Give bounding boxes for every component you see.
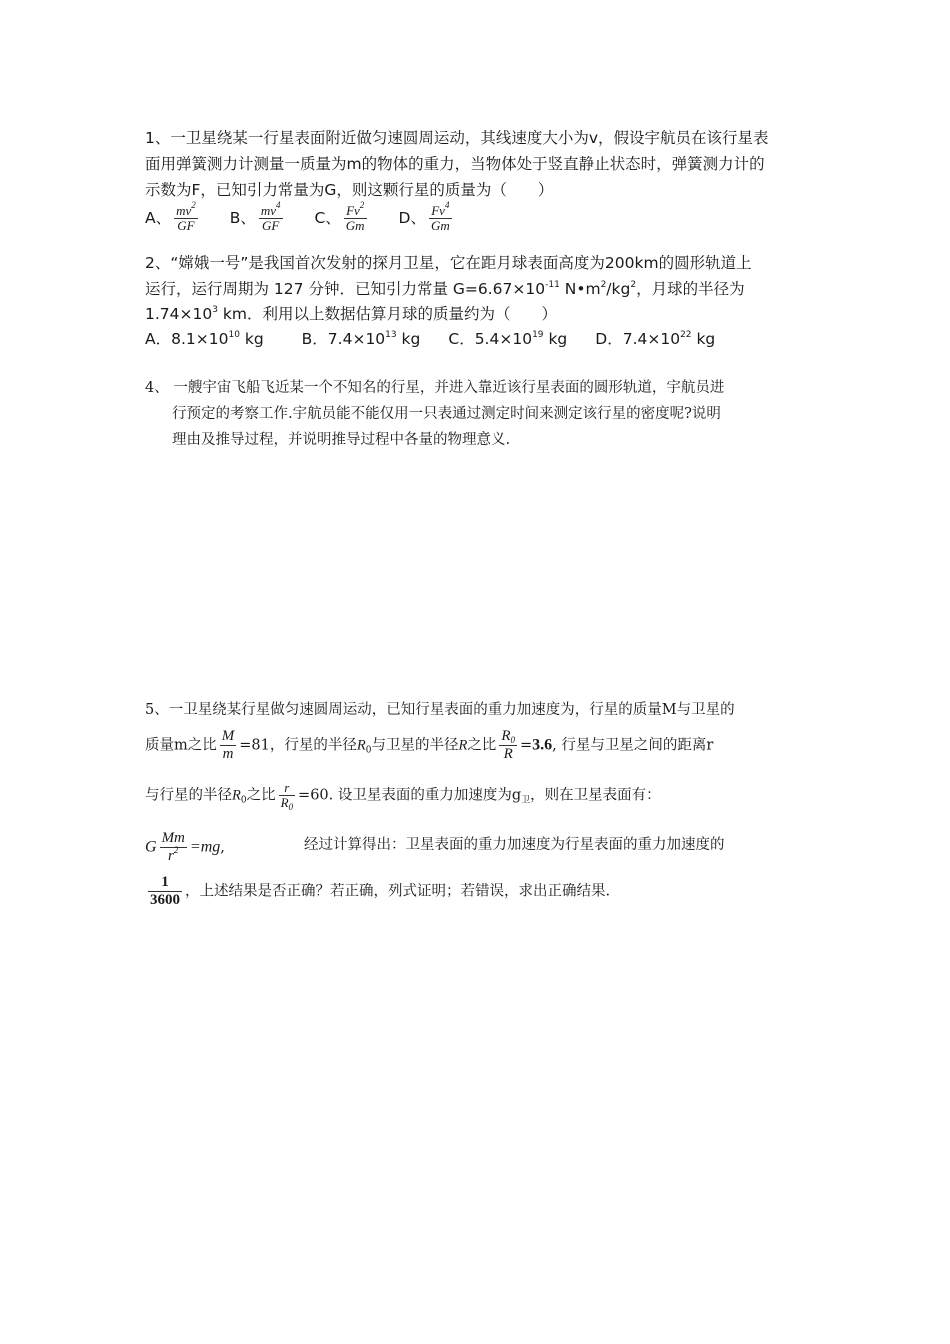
q2-line-2 — [145, 279, 745, 299]
exponent: 3 — [212, 305, 218, 315]
option-label: B、 — [229, 209, 256, 227]
option-fraction — [174, 200, 198, 233]
subscript: 卫 — [521, 795, 531, 806]
denominator: R — [280, 795, 289, 810]
q1-options — [145, 200, 479, 233]
option-fraction — [259, 200, 283, 233]
option-fraction — [429, 200, 452, 233]
satellite-radius-symbol: R — [458, 737, 468, 754]
q5-line-1: 5、一卫星绕某行星做匀速圆周运动，已知行星表面的重力加速度为，行星的质量M与卫星的 — [145, 702, 735, 718]
result-fraction — [148, 874, 182, 909]
choice-unit: kg — [543, 330, 568, 348]
q4-line-2: 行预定的考察工作.宇航员能不能仅用一只表通过测定时间来测定该行星的密度呢?说明 — [172, 406, 721, 422]
q5-text: 之比 — [246, 787, 276, 804]
exponent: 10 — [228, 330, 240, 340]
subscript: 0 — [288, 802, 294, 812]
denominator: r — [168, 848, 174, 864]
exponent: -11 — [545, 280, 560, 290]
q5-line-5 — [145, 874, 610, 909]
q1-option-c — [314, 200, 369, 233]
choice-unit: kg — [396, 330, 421, 348]
q2-text-e: 1.74×10 — [145, 305, 213, 323]
exponent: 2 — [600, 280, 607, 290]
q2-choice-d — [595, 329, 715, 349]
exponent: 2 — [173, 845, 179, 855]
denominator: GF — [177, 218, 195, 233]
exponent: 13 — [385, 330, 397, 340]
subscript: 0 — [365, 745, 372, 756]
q4-line-1: 4、 一艘宇宙飞船飞近某一个不知名的行星，并进入靠近该行星表面的圆形轨道，宇航员进 — [145, 380, 725, 396]
q2-text-b: N•m — [559, 280, 601, 298]
q2-choice-b — [302, 329, 421, 349]
q2-text-a: 运行，运行周期为 127 分钟．已知引力常量 G=6.67×10 — [145, 280, 546, 298]
planet-radius-symbol: R — [356, 737, 366, 754]
numerator: r — [279, 781, 295, 796]
radius-ratio-fraction — [499, 728, 517, 763]
option-label: D、 — [398, 209, 426, 227]
numerator: Fv — [346, 203, 360, 218]
numerator: Mm — [161, 830, 185, 846]
mass-ratio-fraction — [220, 728, 237, 763]
q5-text: =81，行星的半径 — [239, 737, 357, 754]
exponent: 2 — [191, 200, 196, 210]
q5-line-4: 经过计算得出：卫星表面的重力加速度为行星表面的重力加速度的 — [304, 837, 725, 853]
q5-equation-line — [145, 830, 225, 865]
denominator: GF — [262, 218, 280, 233]
numerator: mv — [260, 203, 277, 218]
choice-text: B．7.4×10 — [301, 330, 386, 348]
subscript: 0 — [240, 795, 247, 806]
q2-choices — [145, 329, 715, 349]
q1-line-2: 面用弹簧测力计测量一质量为m的物体的重力，当物体处于竖直静止状态时，弹簧测力计的 — [145, 155, 765, 173]
numerator: mv — [176, 203, 192, 218]
equation-rhs: =mg — [189, 838, 221, 856]
q5-text: = — [519, 737, 533, 754]
denominator: R — [503, 746, 513, 762]
choice-unit: kg — [239, 330, 264, 348]
choice-text: C．5.4×10 — [448, 330, 533, 348]
choice-text: D．7.4×10 — [595, 330, 681, 348]
distance-ratio-fraction — [279, 781, 295, 810]
denominator: Gm — [345, 218, 365, 233]
q2-text-c: /kg — [606, 280, 631, 298]
q1-option-b — [229, 200, 286, 233]
subscript: 0 — [510, 735, 515, 745]
q5-text: ，则在卫星表面有： — [530, 787, 661, 804]
exponent: 22 — [680, 330, 692, 340]
equation-fraction — [160, 830, 187, 865]
q2-text-d: ，月球的半径为 — [636, 280, 745, 298]
exponent: 2 — [359, 200, 365, 210]
denominator: Gm — [430, 218, 450, 233]
q5-text: , 行星与卫星之间的距离r — [552, 737, 714, 754]
q5-text: 与行星的半径 — [145, 787, 232, 804]
numerator: 1 — [148, 874, 182, 892]
q5-text: 质量m之比 — [145, 737, 217, 754]
gravitational-constant-symbol: G — [145, 838, 157, 856]
q1-line-3: 示数为F，已知引力常量为G，则这颗行星的质量为（ ） — [145, 181, 554, 199]
denominator: 3600 — [150, 892, 180, 908]
q5-text: 与卫星的半径 — [371, 737, 459, 754]
q5-line-3 — [145, 781, 661, 810]
denominator: m — [222, 746, 234, 762]
q2-line-3 — [145, 304, 557, 324]
q2-choice-a — [145, 329, 264, 349]
q1-line-1: 1、一卫星绕某一行星表面附近做匀速圆周运动，其线速度大小为v，假设宇航员在该行星表 — [145, 129, 769, 147]
q2-text-f: km．利用以上数据估算月球的质量约为（ ） — [217, 305, 557, 323]
q2-choice-c — [448, 329, 567, 349]
q5-text: =60. 设卫星表面的重力加速度为g — [298, 787, 522, 804]
q1-option-a — [145, 200, 201, 233]
option-label: A、 — [145, 209, 172, 227]
planet-radius-symbol: R — [232, 787, 241, 804]
numerator: M — [221, 728, 235, 744]
q5-text: 之比 — [467, 737, 497, 754]
exponent: 4 — [444, 200, 450, 210]
choice-text: A．8.1×10 — [145, 330, 229, 348]
q5-text: ，上述结果是否正确？若正确，列式证明；若错误，求出正确结果. — [185, 883, 611, 900]
exponent: 4 — [276, 200, 281, 210]
q5-line-2 — [145, 728, 713, 763]
q2-line-1: 2、“嫦娥一号”是我国首次发射的探月卫星，它在距月球表面高度为200km的圆形轨道上 — [145, 254, 752, 272]
option-fraction — [344, 200, 367, 233]
q5-text: , — [220, 839, 225, 856]
exponent: 19 — [532, 330, 544, 340]
q4-line-3: 理由及推导过程，并说明推导过程中各量的物理意义. — [172, 432, 511, 448]
ratio-value: 3.6 — [532, 736, 553, 754]
numerator: R — [501, 728, 511, 744]
exponent: 2 — [630, 280, 637, 290]
choice-unit: kg — [691, 330, 716, 348]
option-label: C、 — [314, 209, 341, 227]
q1-option-d — [398, 200, 455, 233]
numerator: Fv — [431, 203, 445, 218]
